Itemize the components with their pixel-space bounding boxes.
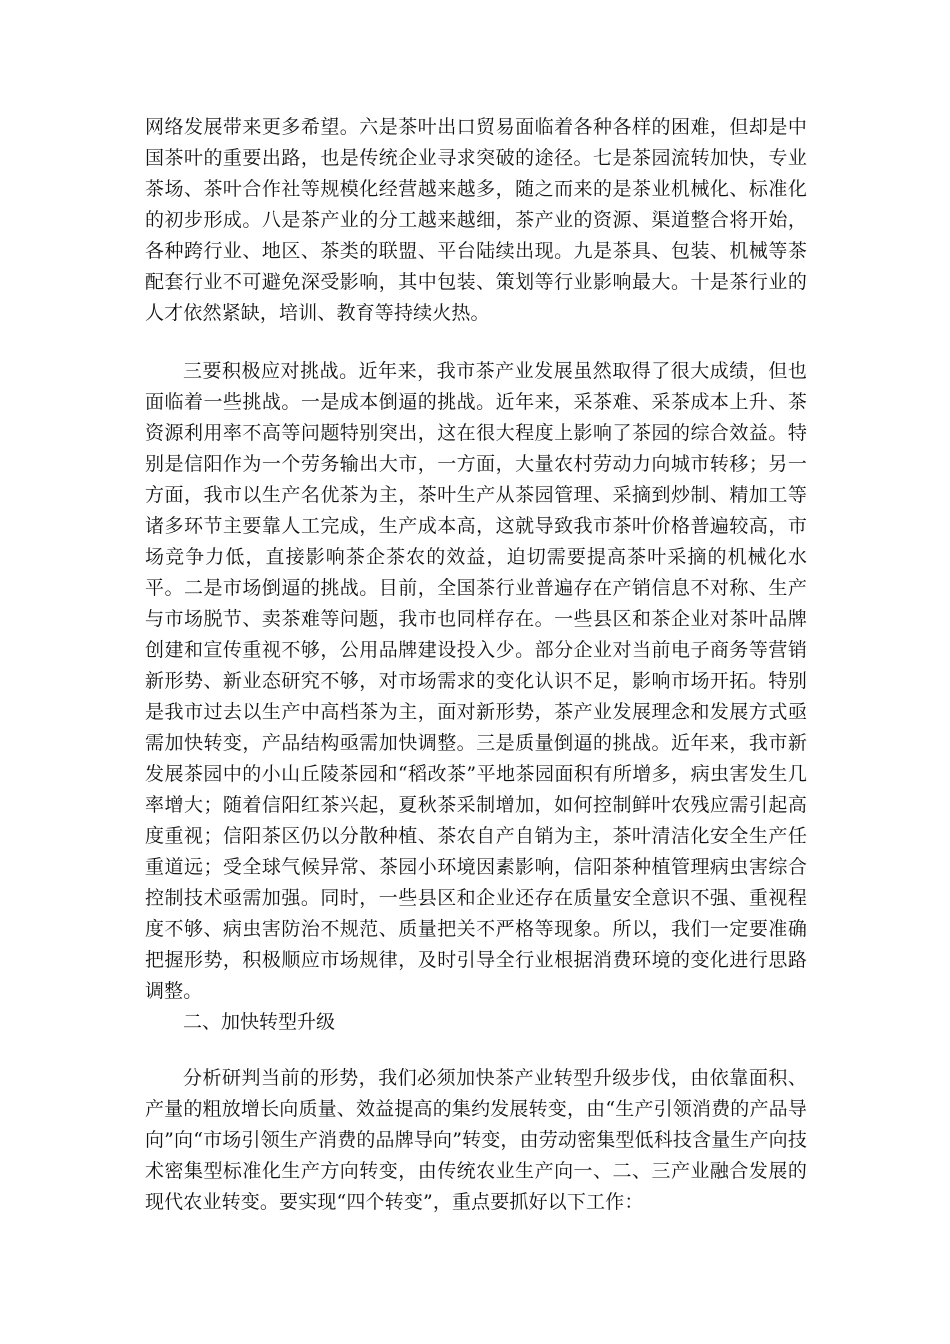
paragraph-challenges: 三要积极应对挑战。近年来，我市茶产业发展虽然取得了很大成绩，但也面临着一些挑战。一是成本倒逼的挑战。近年来，采茶难、采茶成本上升、茶资源利用率不高等问题特别突出，这在很大程度上影响了茶园的综合效益。特别是信阳作为一个劳务输出大市，一方面，大量农村劳动力向城市转移；另一方面，我市以生产名优茶为主，茶叶生产从茶园管理、采摘到炒制、精加工等诸多环节主要靠人工完成，生产成本高，这就导致我市茶叶价格普遍较高，市场竞争力低，直接影响茶企茶农的效益，迫切需要提高茶叶采摘的机械化水平。二是市场倒逼的挑战。目前，全国茶行业普遍存在产销信息不对称、生产与市场脱节、卖茶难等问题，我市也同样存在。一些县区和茶企业对茶叶品牌创建和宣传重视不够，公用品牌建设投入少。部分企业对当前电子商务等营销新形势、新业态研究不够，对市场需求的变化认识不足，影响市场开拓。特别是我市过去以生产中高档茶为主，面对新形势，茶产业发展理念和发展方式亟需加快转变，产品结构亟需加快调整。三是质量倒逼的挑战。近年来，我市新发展茶园中的小山丘陵茶园和“稻改茶”平地茶园面积有所增多，病虫害发生几率增大；随着信阳红茶兴起，夏秋茶采制增加，如何控制鲜叶农残应需引起高度重视；信阳茶区仍以分散种植、茶农自产自销为主，茶叶清洁化安全生产任重道远；受全球气候异常、茶园小环境因素影响，信阳茶种植管理病虫害综合控制技术亟需加强。同时，一些县区和企业还存在质量安全意识不强、重视程度不够、病虫害防治不规范、质量把关不严格等现象。所以，我们一定要准确把握形势，积极顺应市场规律，及时引导全行业根据消费环境的变化进行思路调整。 (145, 360, 807, 1002)
paragraph-continuation: 网络发展带来更多希望。六是茶叶出口贸易面临着各种各样的困难，但却是中国茶叶的重要出路，也是传统企业寻求突破的途径。七是茶园流转加快，专业茶场、茶叶合作社等规模化经营越来越多，随之而来的是茶业机械化、标准化的初步形成。八是茶产业的分工越来越细，茶产业的资源、渠道整合将开始，各种跨行业、地区、茶类的联盟、平台陆续出现。九是茶具、包装、机械等茶配套行业不可避免深受影响，其中包装、策划等行业影响最大。十是茶行业的人才依然紧缺，培训、教育等持续火热。 (145, 116, 807, 324)
section-heading: 二、加快转型升级 (183, 1011, 336, 1033)
paragraph-transformation: 分析研判当前的形势，我们必须加快茶产业转型升级步伐，由依靠面积、产量的粗放增长向质量、效益提高的集约发展转变，由“生产引领消费的产品导向”向“市场引领生产消费的品牌导向”转变，由劳动密集型低科技含量生产向技术密集型标准化生产方向转变，由传统农业生产向一、二、三产业融合发展的现代农业转变。要实现“四个转变”，重点要抓好以下工作： (145, 1067, 807, 1213)
document-page (145, 112, 807, 1218)
